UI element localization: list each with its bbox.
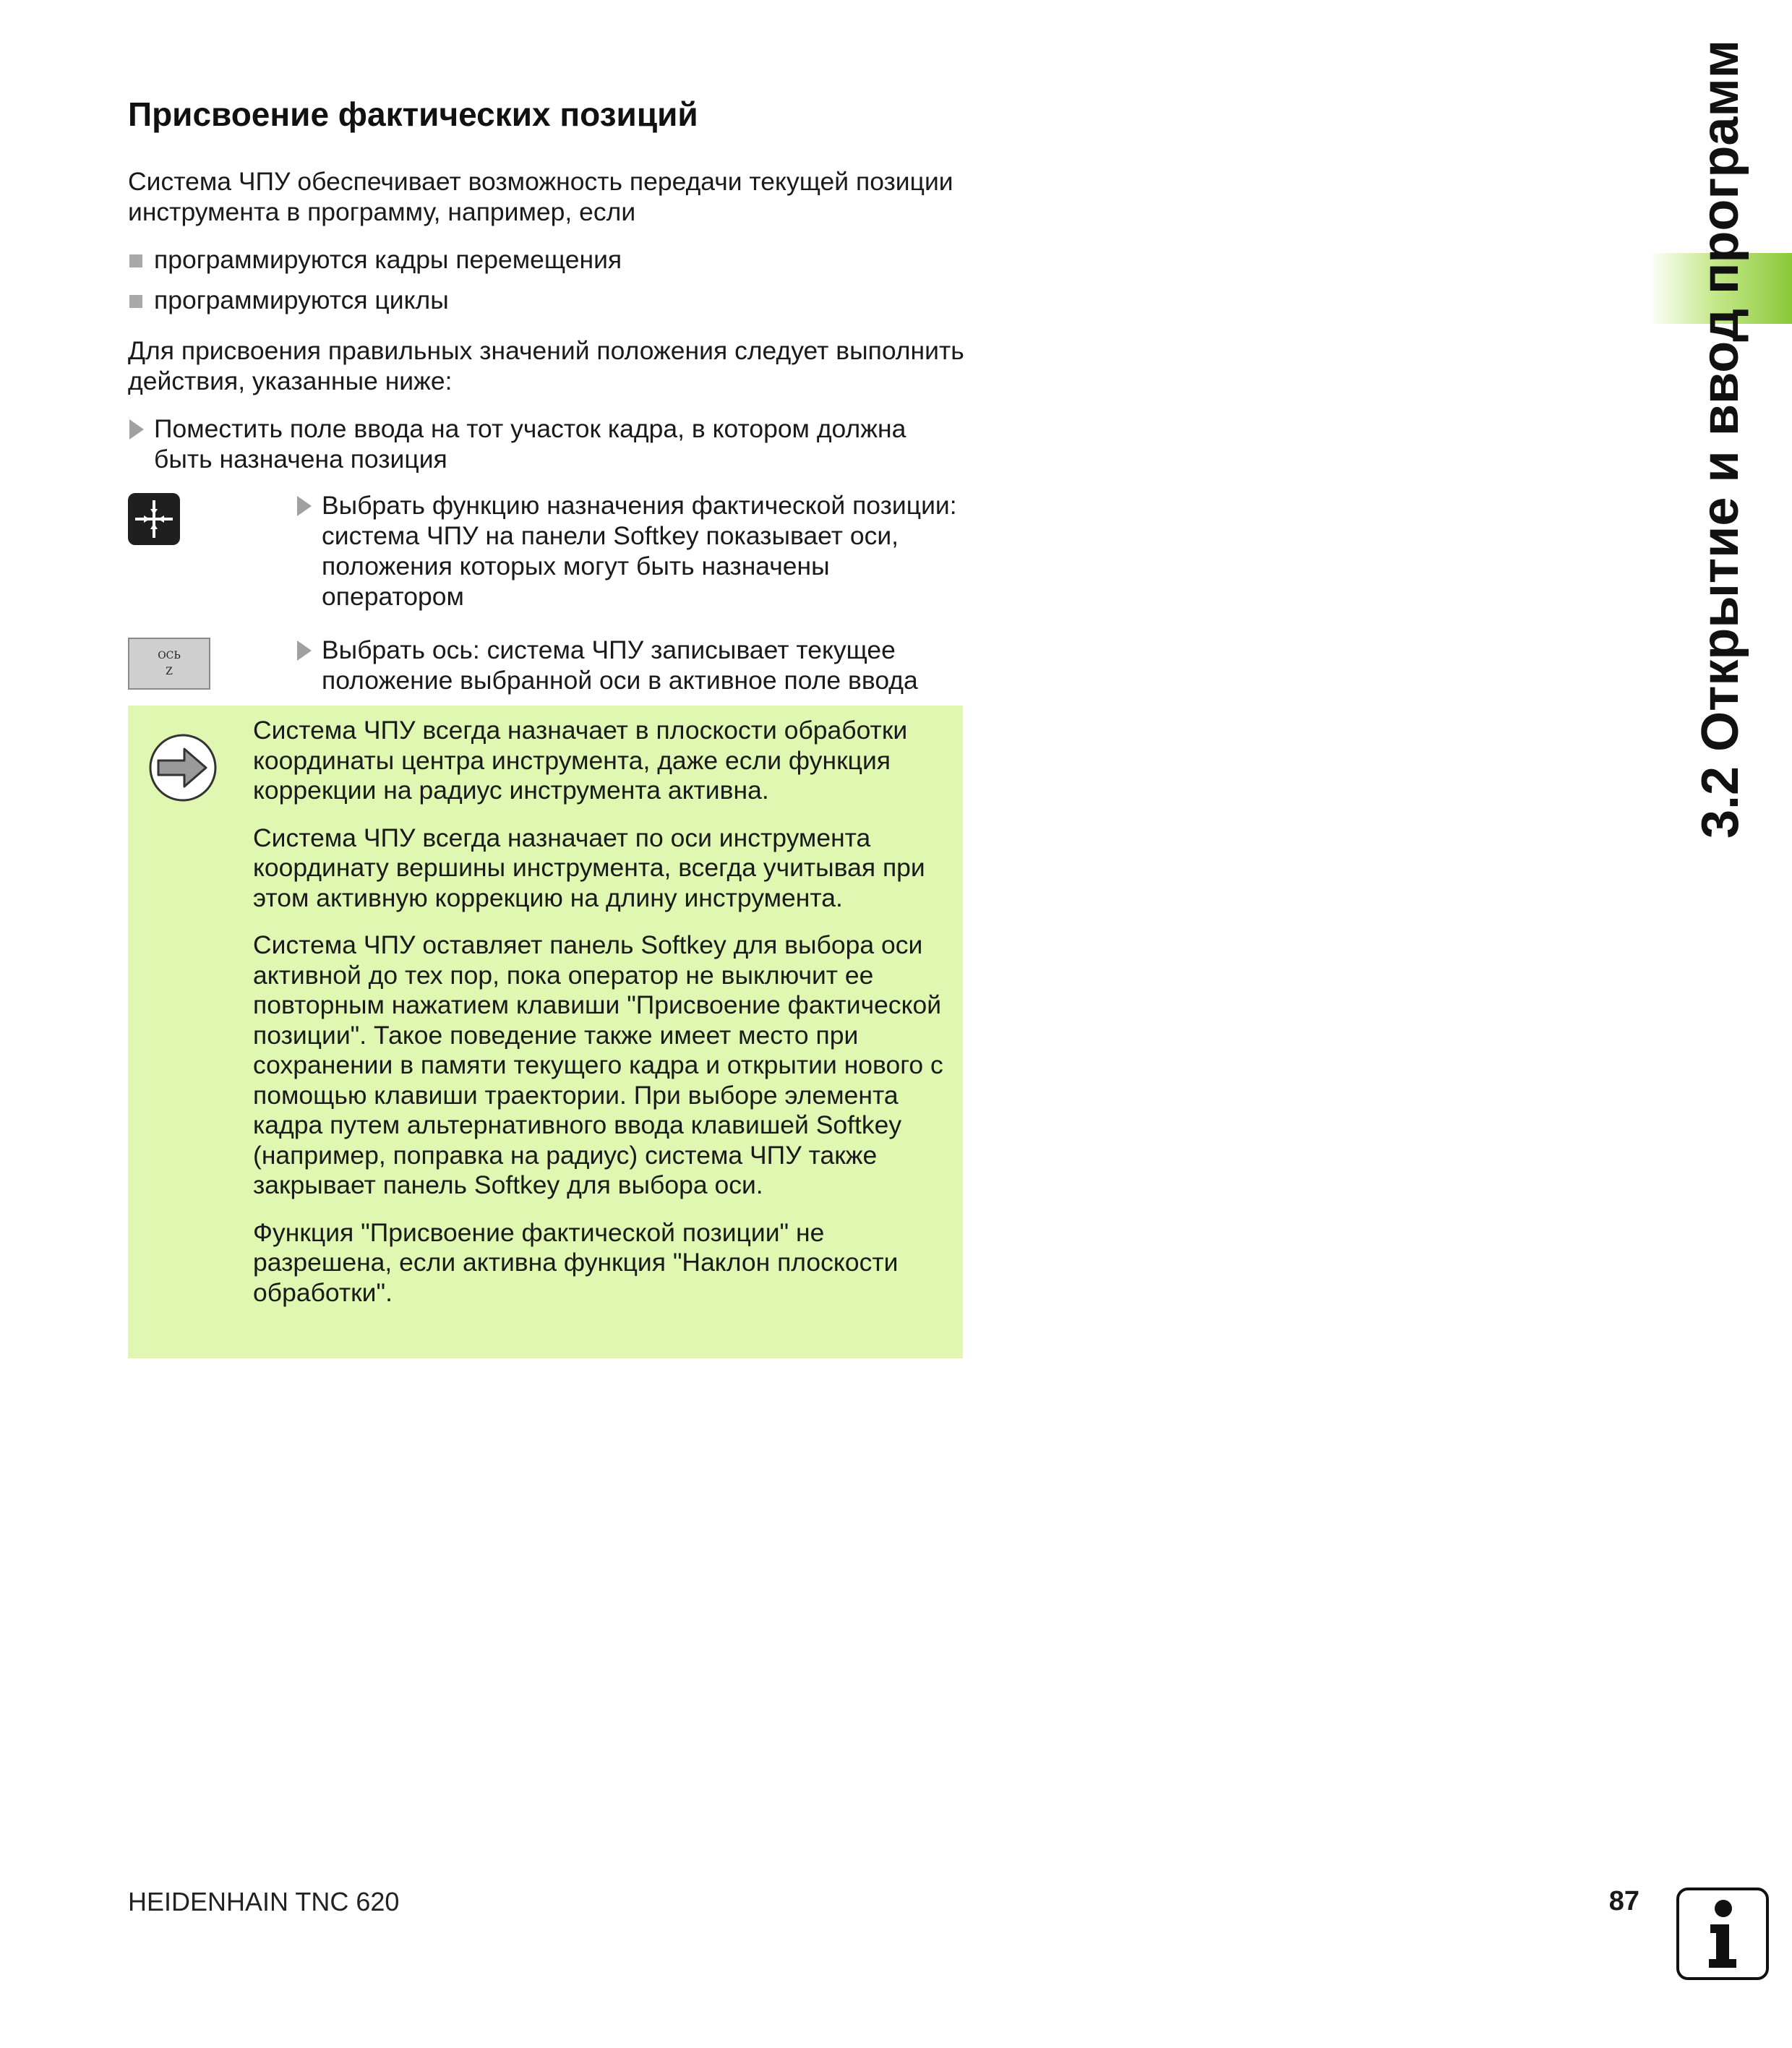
main-content (128, 93, 966, 695)
step-text: Выбрать ось: система ЧПУ записывает текущее положение выбранной оси в активное поле ввода (296, 635, 966, 695)
bullet-square-icon (129, 295, 142, 308)
note-paragraph: Система ЧПУ всегда назначает в плоскости обработки координаты центра инструмента, даже если функция коррекции на радиус инструмента активна. (253, 716, 908, 805)
step-item: Поместить поле ввода на тот участок кадра, в котором должна быть назначена позиция (128, 414, 966, 474)
chapter-title: 3.2 Открытие и ввод программ (1692, 40, 1749, 839)
instructions-intro: Для присвоения правильных значений положения следует выполнить действия, указанные ниже: (128, 336, 964, 395)
note-box (128, 706, 963, 1358)
list-item: программируются кадры перемещения (128, 244, 966, 275)
page-number: 87 (1608, 1886, 1639, 1916)
note-body (253, 716, 947, 1325)
triangle-bullet-icon (297, 640, 312, 661)
bullet-square-icon (129, 254, 142, 267)
note-paragraph: Функция "Присвоение фактической позиции" не разрешена, если активна функция "Наклон плоскости обработки". (253, 1217, 899, 1307)
step-text: Выбрать функцию назначения фактической позиции: система ЧПУ на панели Softkey показывает оси, положения которых могут быть назначены оператором (296, 490, 966, 612)
arrow-right-circle-icon (147, 732, 219, 807)
axis-z-softkey[interactable]: ОСЬ Z (128, 638, 210, 690)
note-paragraph: Система ЧПУ всегда назначает по оси инструмента координату вершины инструмента, всегда учитывая при этом активную коррекцию на длину инструмента. (253, 823, 925, 912)
section-title: Присвоение фактических позиций (128, 95, 698, 133)
footer-product: HEIDENHAIN TNC 620 (128, 1887, 400, 1916)
triangle-bullet-icon (129, 419, 144, 440)
info-icon (1676, 1887, 1770, 1981)
triangle-bullet-icon (297, 496, 312, 516)
crosshair-key-icon[interactable] (128, 493, 180, 545)
step-actual-position (128, 490, 966, 612)
step-select-axis (128, 635, 966, 695)
intro-paragraph: Система ЧПУ обеспечивает возможность передачи текущей позиции инструмента в программу, например, если (128, 167, 953, 226)
list-item: программируются циклы (128, 285, 966, 315)
note-paragraph: Система ЧПУ оставляет панель Softkey для выбора оси активной до тех пор, пока оператор не выключит ее повторным нажатием клавиши "Присвоение фактической позиции". Такое поведение также имеет место при сохранении в памяти текущего кадра и открытии нового с помощью клавиши траектории. При выборе элемента кадра путем альтернативного ввода клавишей Softkey (например, поправка на радиус) система ЧПУ также закрывает панель Softkey для выбора оси. (253, 930, 943, 1199)
